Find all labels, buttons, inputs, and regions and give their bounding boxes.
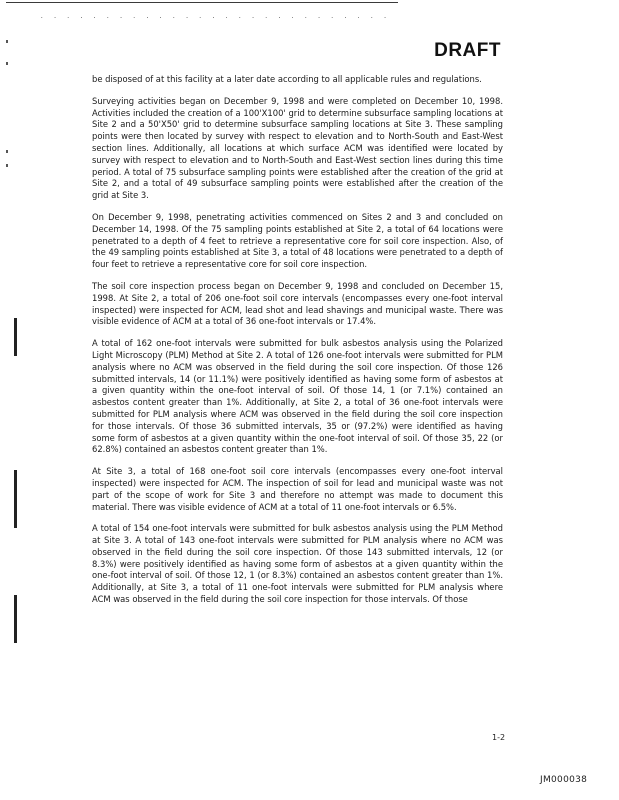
margin-change-bar: [14, 470, 17, 528]
margin-tick: [6, 164, 8, 167]
paragraph: Surveying activities began on December 9, 1998 and were completed on December 10, 1998. Activities included the creation of a 100'X100' grid to determine subsurface sampling locations at Site 2 and a 50'X50' grid to determine subsurface sampling locations at Site 3. These sampling points were then located by survey with respect to elevation and to North-South and East-West section lines. Additionally, all locations at which surface ACM was identified were located by survey with respect to elevation and to North-South and East-West section lines during this time period. A total of 75 subsurface sampling points were established after the creation of the grid at Site 2, and a total of 49 subsurface sampling points were established after the creation of the grid at Site 3.: [92, 95, 503, 201]
paragraph: At Site 3, a total of 168 one-foot soil core intervals (encompasses every one-foot interval inspected) were inspected for ACM. The inspection of soil for lead and municipal waste was not part of the scope of work for Site 3 and therefore no attempt was made to document this material. There was visible evidence of ACM at a total of 11 one-foot intervals or 6.5%.: [92, 466, 503, 512]
paragraph: A total of 154 one-foot intervals were submitted for bulk asbestos analysis using the PLM Method at Site 3. A total of 143 one-foot intervals were submitted for PLM analysis where no ACM was observed in the field during the soil core inspection. Of those 143 submitted intervals, 12 (or 8.3%) were positively identified as having some form of asbestos at a given quantity within the one-foot interval of soil. Of those 12, 1 (or 8.3%) contained an asbestos content greater than 1%. Additionally, at Site 3, a total of 11 one-foot intervals were submitted for PLM analysis where ACM was observed in the field during the soil core inspection for those intervals. Of those: [92, 523, 503, 605]
draft-label: DRAFT: [434, 40, 501, 61]
body-text: [92, 74, 503, 616]
margin-change-bar: [14, 318, 17, 356]
header-scan-marks: . . . . . . . . . . . . . . . . . . . . . . . . . . .: [40, 13, 390, 20]
paragraph: On December 9, 1998, penetrating activities commenced on Sites 2 and 3 and concluded on December 14, 1998. Of the 75 sampling points established at Site 2, a total of 64 locations were penetrated to a depth of 4 feet to retrieve a representative core for soil core inspection. Also, of the 49 sampling points established at Site 3, a total of 48 locations were penetrated to a depth of four feet to retrieve a representative core for soil core inspection.: [92, 211, 503, 270]
page-number: 1-2: [492, 733, 506, 742]
margin-change-bar: [14, 595, 17, 643]
margin-tick: [6, 150, 8, 153]
margin-tick: [6, 62, 8, 65]
margin-tick: [6, 40, 8, 43]
paragraph: A total of 162 one-foot intervals were submitted for bulk asbestos analysis using the Polarized Light Microscopy (PLM) Method at Site 2. A total of 126 one-foot intervals were submitted for PLM analysis where no ACM was observed in the field during the soil core inspection. Of those 126 submitted intervals, 14 (or 11.1%) were positively identified as having some form of asbestos at a given quantity within the one-foot interval of soil. Of those 14, 1 (or 7.1%) contained an asbestos content greater than 1%. Additionally, at Site 2, a total of 36 one-foot intervals were submitted for PLM analysis where ACM was observed in the field during the soil core inspection for those intervals. Of those 36 submitted intervals, 35 or (97.2%) were identified as having some form of asbestos at a given quantity within the one-foot interval of soil. Of those 35, 22 (or 62.8%) contained an asbestos content greater than 1%.: [92, 338, 503, 455]
document-id: JM000038: [540, 775, 588, 785]
header-rule: [6, 2, 398, 3]
paragraph: be disposed of at this facility at a later date according to all applicable rules and regulations.: [92, 74, 482, 84]
paragraph: The soil core inspection process began on December 9, 1998 and concluded on December 15, 1998. At Site 2, a total of 206 one-foot soil core intervals (encompasses every one-foot interval inspected) were inspected for ACM, lead shot and lead shavings and municipal waste. There was visible evidence of ACM at a total of 36 one-foot intervals or 17.4%.: [92, 280, 503, 327]
